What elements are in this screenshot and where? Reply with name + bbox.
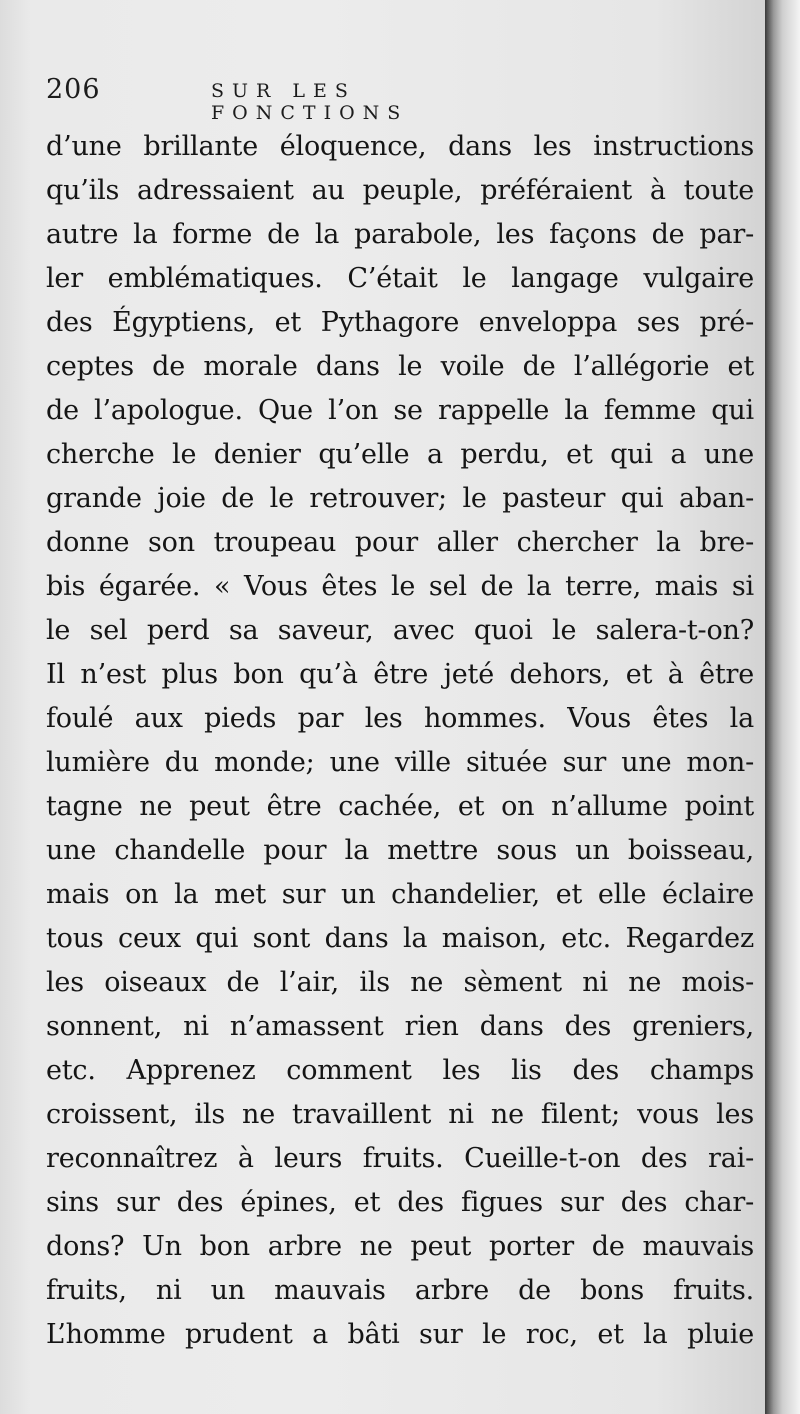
text-line: autre la forme de la parabole, les façons de par- [46,219,754,250]
text-line: L’homme prudent a bâti sur le roc, et la pluie [46,1319,754,1350]
text-line: des Égyptiens, et Pythagore enveloppa ses pré- [46,307,754,338]
text-line: une chandelle pour la mettre sous un boisseau, [46,835,754,866]
text-line: sonnent, ni n’amassent rien dans des greniers, [46,1011,754,1042]
text-line: lumière du monde; une ville située sur une mon- [46,747,754,778]
page-header [46,74,566,124]
text-line: bis égarée. « Vous êtes le sel de la terre, mais si [46,571,754,602]
text-line: ler emblématiques. C’était le langage vulgaire [46,263,754,294]
text-line: sins sur des épines, et des figues sur des char- [46,1187,754,1218]
running-title: SUR LES FONCTIONS [211,80,409,124]
text-line: d’une brillante éloquence, dans les instructions [46,131,754,162]
text-line: grande joie de le retrouver; le pasteur qui aban- [46,483,754,514]
text-line: cherche le denier qu’elle a perdu, et qui a une [46,439,754,470]
text-line: le sel perd sa saveur, avec quoi le salera-t-on? [46,615,754,646]
body-text [46,125,754,1357]
page-number: 206 [46,74,101,105]
text-line: croissent, ils ne travaillent ni ne filent; vous les [46,1099,754,1130]
book-gutter [765,0,800,1414]
text-line: de l’apologue. Que l’on se rappelle la femme qui [46,395,754,426]
text-line: tagne ne peut être cachée, et on n’allume point [46,791,754,822]
text-line: etc. Apprenez comment les lis des champs [46,1055,754,1086]
text-line: qu’ils adressaient au peuple, préféraient à toute [46,175,754,206]
text-line: les oiseaux de l’air, ils ne sèment ni ne mois- [46,967,754,998]
text-line: ceptes de morale dans le voile de l’allégorie et [46,351,754,382]
text-line: foulé aux pieds par les hommes. Vous êtes la [46,703,754,734]
text-line: mais on la met sur un chandelier, et elle éclaire [46,879,754,910]
text-line: dons? Un bon arbre ne peut porter de mauvais [46,1231,754,1262]
text-line: reconnaîtrez à leurs fruits. Cueille-t-on des rai- [46,1143,754,1174]
text-line: donne son troupeau pour aller chercher la bre- [46,527,754,558]
text-line: tous ceux qui sont dans la maison, etc. Regardez [46,923,754,954]
text-line: fruits, ni un mauvais arbre de bons fruits. [46,1275,754,1306]
text-line: Il n’est plus bon qu’à être jeté dehors, et à être [46,659,754,690]
